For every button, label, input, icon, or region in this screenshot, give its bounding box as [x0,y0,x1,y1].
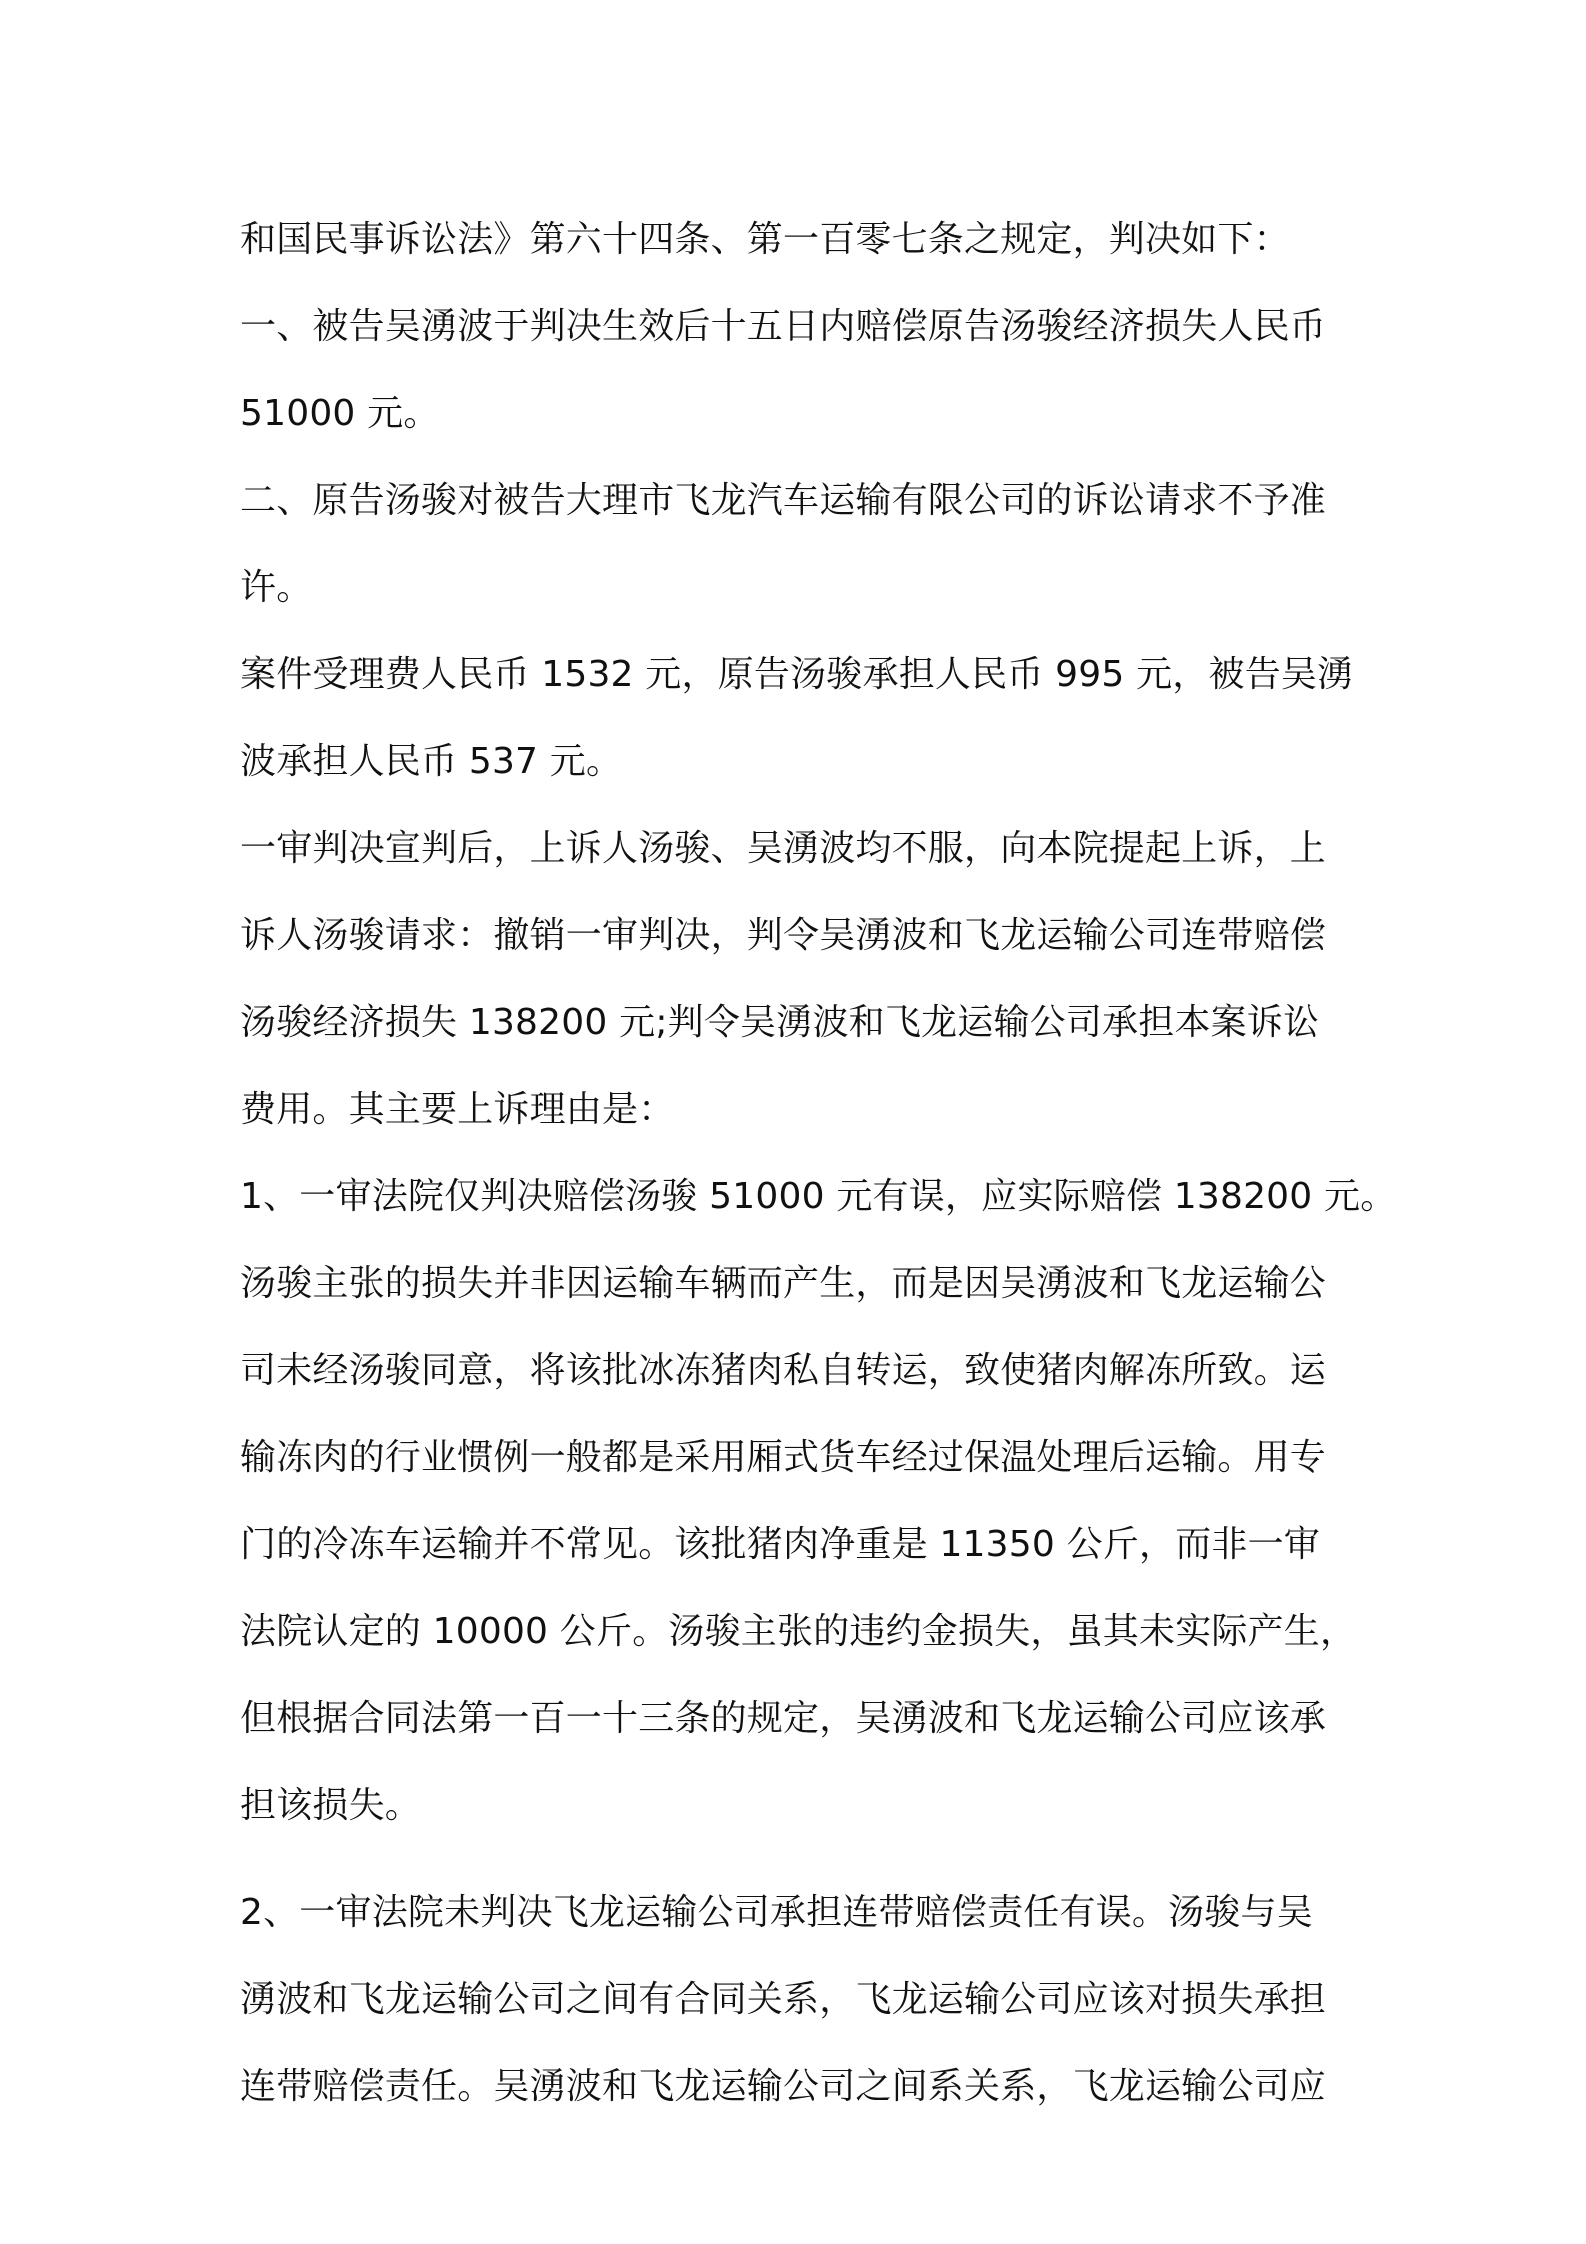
text-line: 法院认定的 10000 公斤。汤骏主张的违约金损失，虽其未实际产生， [240,1611,1357,1652]
text-line: 一审判决宣判后，上诉人汤骏、吴湧波均不服，向本院提起上诉，上 [240,828,1327,869]
text-line: 连带赔偿责任。吴湧波和飞龙运输公司之间系关系，飞龙运输公司应 [240,2066,1327,2107]
text-line: 二、原告汤骏对被告大理市飞龙汽车运输有限公司的诉讼请求不予准 [240,480,1327,521]
text-line: 汤骏经济损失 138200 元;判令吴湧波和飞龙运输公司承担本案诉讼 [240,1002,1320,1043]
text-line: 案件受理费人民币 1532 元，原告汤骏承担人民币 995 元，被告吴湧 [240,654,1354,695]
text-line: 担该损失。 [240,1785,422,1826]
text-line: 诉人汤骏请求：撤销一审判决，判令吴湧波和飞龙运输公司连带赔偿 [240,915,1327,956]
text-line: 1、一审法院仅判决赔偿汤骏 51000 元有误，应实际赔偿 138200 元。 [240,1176,1397,1217]
text-line: 湧波和飞龙运输公司之间有合同关系，飞龙运输公司应该对损失承担 [240,1979,1327,2020]
text-line: 司未经汤骏同意，将该批冰冻猪肉私自转运，致使猪肉解冻所致。运 [240,1350,1327,1391]
text-line: 汤骏主张的损失并非因运输车辆而产生，而是因吴湧波和飞龙运输公 [240,1263,1327,1304]
text-line: 一、被告吴湧波于判决生效后十五日内赔偿原告汤骏经济损失人民币 [240,306,1327,347]
text-line: 51000 元。 [240,393,440,434]
text-line: 和国民事诉讼法》第六十四条、第一百零七条之规定，判决如下： [240,219,1290,260]
document-body [240,196,1397,2130]
text-line: 门的冷冻车运输并不常见。该批猪肉净重是 11350 公斤，而非一审 [240,1524,1321,1565]
text-line: 2、一审法院未判决飞龙运输公司承担连带赔偿责任有误。汤骏与吴 [240,1892,1313,1933]
paragraph-gap [240,1849,1360,1869]
text-line: 波承担人民币 537 元。 [240,741,623,782]
text-line: 输冻肉的行业惯例一般都是采用厢式货车经过保温处理后运输。用专 [240,1437,1327,1478]
text-line: 但根据合同法第一百一十三条的规定，吴湧波和飞龙运输公司应该承 [240,1698,1327,1739]
text-line: 许。 [240,567,313,608]
text-line: 费用。其主要上诉理由是： [240,1089,675,1130]
